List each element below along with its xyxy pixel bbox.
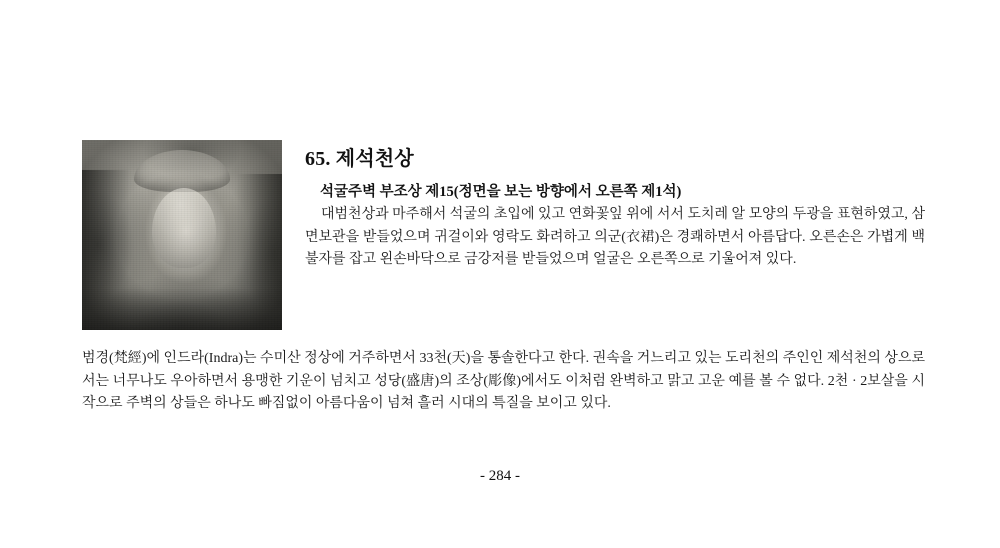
- photo-image: [82, 140, 282, 330]
- section-subheading: 석굴주벽 부조상 제15(정면을 보는 방향에서 오른쪽 제1석): [320, 184, 682, 200]
- photo-vignette: [82, 140, 282, 330]
- section-heading: 65. 제석천상: [305, 148, 414, 170]
- page-number: - 284 -: [480, 468, 520, 484]
- body-text-column: [305, 204, 925, 272]
- paragraph-2: 범경(梵經)에 인드라(Indra)는 수미산 정상에 거주하면서 33천(天)을 통솔한다고 한다. 권속을 거느리고 있는 도리천의 주인인 제석천의 상으로서는 너무나도 우아하면서 용맹한 기운이 넘치고 성당(盛唐)의 조상(彫像)에서도 이처럼 완벽하고 맑고 고운 예를 볼 수 없다. 2천 · 2보살을 시작으로 주벽의 상들은 하나도 빠짐없이 아름다움이 넘쳐 흘러 시대의 특질을 보이고 있다.: [82, 351, 925, 412]
- figure-photograph: [82, 140, 282, 330]
- body-text-full-width: [82, 348, 925, 416]
- paragraph-1: 대범천상과 마주해서 석굴의 초입에 있고 연화꽃잎 위에 서서 도치레 알 모양의 두광을 표현하였고, 삼면보관을 받들었으며 귀걸이와 영락도 화려하고 의군(衣裙)은 경쾌하면서 아름답다. 오른손은 가볍게 백불자를 잡고 왼손바닥으로 금강저를 받들었으며 얼굴은 오른쪽으로 기울어져 있다.: [305, 207, 925, 268]
